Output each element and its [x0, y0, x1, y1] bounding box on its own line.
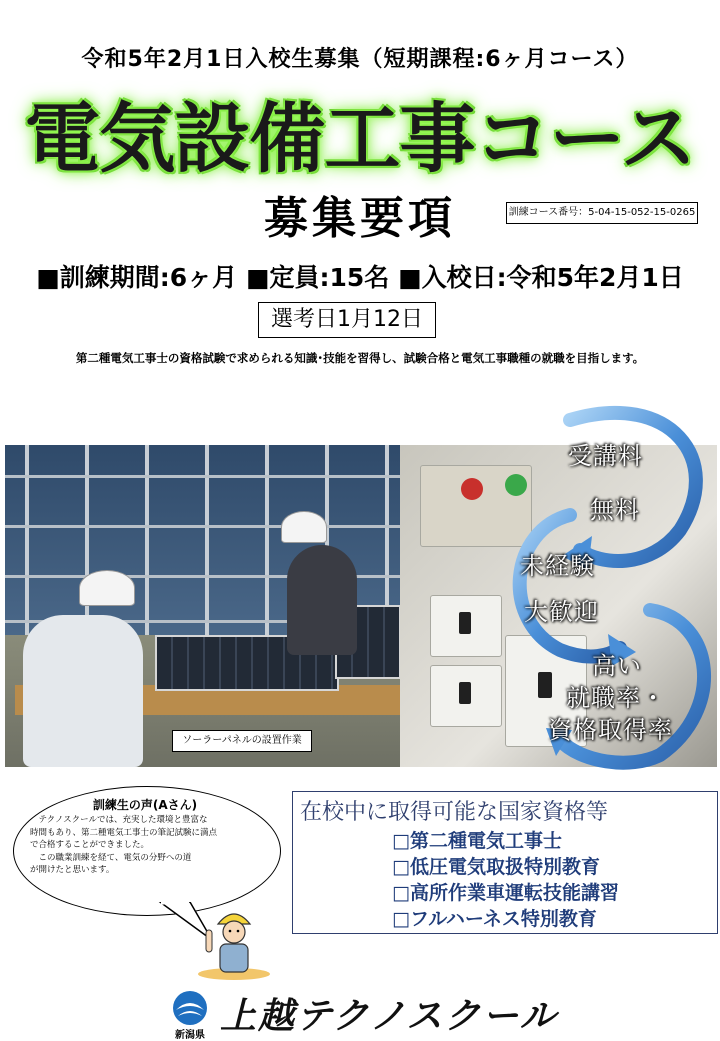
period-info: ■訓練期間:6ヶ月 ■定員:15名 ■入校日:令和5年2月1日 — [36, 263, 684, 292]
recruit-heading: 募集要項 — [264, 193, 456, 244]
fee-label: 受講料 — [568, 442, 643, 470]
helmet-icon — [79, 570, 135, 606]
inexperienced-text: 未経験 — [520, 552, 595, 580]
helmet-icon — [281, 511, 327, 543]
testimonial-line: 時間もあり、第二種電気工事士の筆記試験に満点 — [30, 827, 218, 838]
employment-rate-text: 就職率・ — [566, 684, 666, 712]
photo-caption: ソーラーパネルの設置作業 — [172, 730, 312, 752]
prefecture-name: 新潟県 — [175, 1030, 205, 1041]
worker-figure — [287, 545, 357, 655]
course-number-box: 訓練コース番号：5-04-15-052-15-0265 — [506, 202, 698, 224]
fee-value: 無料 — [590, 496, 640, 524]
course-description: 第二種電気工事士の資格試験で求められる知識･技能を習得し、試験合格と電気工事職種の就職を目指します。 — [75, 351, 645, 365]
worker-mascot-icon — [196, 900, 272, 980]
cert-rate-text: 資格取得率 — [548, 716, 673, 744]
selection-date-box: 選考日1月12日 — [258, 302, 436, 338]
qualification-item: □第二種電気工事士 — [392, 830, 562, 852]
qualifications-title: 在校中に取得可能な国家資格等 — [300, 800, 609, 825]
high-text: 高い — [592, 652, 642, 680]
qualification-item: □フルハーネス特別教育 — [392, 908, 597, 930]
welcome-text: 大歓迎 — [524, 598, 599, 626]
testimonial-text — [30, 814, 274, 877]
course-subtitle: 令和5年2月1日入校生募集（短期課程:6ヶ月コース） — [81, 47, 639, 72]
testimonial-line: が開けたと思います。 — [30, 865, 115, 875]
prefecture-logo-icon — [172, 990, 208, 1026]
qualification-item: □低圧電気取扱特別教育 — [392, 856, 600, 878]
testimonial-line: テクノスクールでは、充実した環境と豊富な — [30, 815, 208, 825]
school-name: 上越テクノスクール — [220, 996, 558, 1037]
worker-figure — [23, 615, 143, 767]
testimonial-line: この職業訓練を経て、電気の分野への道 — [30, 852, 192, 863]
qualification-item: □高所作業車運転技能講習 — [392, 882, 619, 904]
testimonial-title: 訓練生の声(Aさん) — [92, 798, 198, 812]
testimonial-line: で合格することができました。 — [30, 840, 150, 850]
page-title: 電気設備工事コース — [24, 94, 696, 183]
